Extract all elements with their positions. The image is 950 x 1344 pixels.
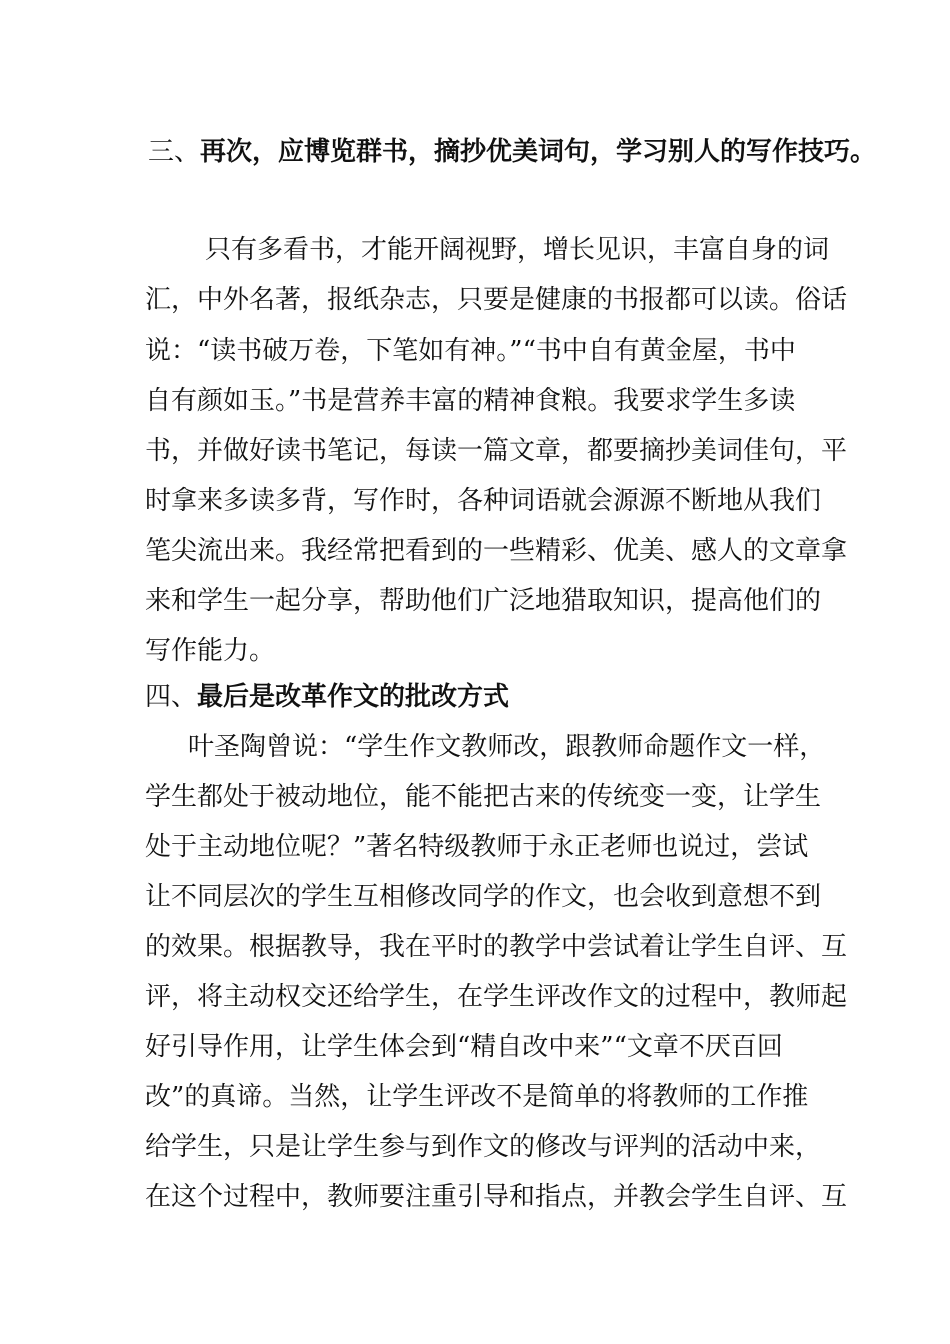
paragraph-1-line: 只有多看书，才能开阔视野，增长见识，丰富自身的词 (205, 235, 830, 265)
paragraph-1-line: 写作能力。 (145, 636, 276, 666)
paragraph-2-line: 的效果。根据教导，我在平时的教学中尝试着让学生自评、互 (145, 932, 848, 962)
section-3-number: 三、 (148, 137, 201, 167)
paragraph-2-line: 处于主动地位呢？”著名特级教师于永正老师也说过，尝试 (145, 832, 809, 862)
paragraph-2-line: 给学生，只是让学生参与到作文的修改与评判的活动中来， (145, 1132, 822, 1162)
paragraph-2-line: 好引导作用，让学生体会到“精自改中来”“文章不厌百回 (145, 1032, 783, 1062)
paragraph-1-line: 书，并做好读书笔记，每读一篇文章，都要摘抄美词佳句，平 (145, 436, 848, 466)
section-4-heading (145, 677, 825, 717)
paragraph-2-line: 学生都处于被动地位，能不能把古来的传统变一变，让学生 (145, 782, 822, 812)
section-3-title: 再次，应博览群书，摘抄优美词句，学习别人的写作技巧。 (200, 137, 877, 167)
paragraph-2-line: 让不同层次的学生互相修改同学的作文，也会收到意想不到 (145, 882, 822, 912)
paragraph-1-line: 说：“读书破万卷，下笔如有神。”“书中自有黄金屋，书中 (145, 336, 796, 366)
paragraph-2-line: 改”的真谛。当然，让学生评改不是简单的将教师的工作推 (145, 1082, 809, 1112)
paragraph-1-line: 笔尖流出来。我经常把看到的一些精彩、优美、感人的文章拿 (145, 536, 848, 566)
section-4-title: 最后是改革作文的批改方式 (197, 682, 510, 712)
section-3-heading (148, 132, 877, 172)
paragraph-1-line: 汇，中外名著，报纸杂志，只要是健康的书报都可以读。俗话 (145, 285, 848, 315)
paragraph-1-line: 来和学生一起分享，帮助他们广泛地猎取知识，提高他们的 (145, 586, 822, 616)
paragraph-2-line: 评，将主动权交还给学生，在学生评改作文的过程中，教师起 (145, 982, 848, 1012)
paragraph-1-line: 自有颜如玉。”书是营养丰富的精神食粮。我要求学生多读 (145, 386, 796, 416)
section-4-number: 四、 (145, 682, 198, 712)
paragraph-2-line: 叶圣陶曾说：“学生作文教师改，跟教师命题作文一样， (188, 732, 826, 762)
paragraph-2-line: 在这个过程中，教师要注重引导和指点，并教会学生自评、互 (145, 1182, 848, 1212)
paragraph-1-line: 时拿来多读多背，写作时，各种词语就会源源不断地从我们 (145, 486, 822, 516)
